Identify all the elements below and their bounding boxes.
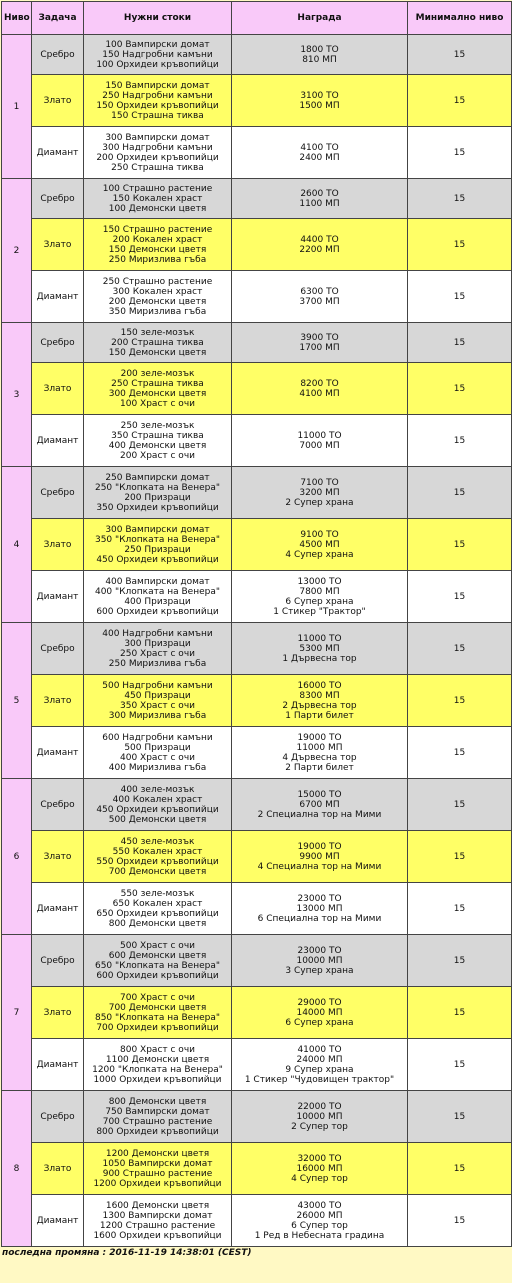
- item-line: 150 Демонски цветя: [108, 347, 207, 358]
- item-line: 1000 Орхидеи кръвопийци: [93, 1074, 222, 1085]
- reward-line: 19000 ТО: [297, 841, 342, 852]
- reward-line: 6 Супер храна: [285, 1017, 354, 1028]
- reward-line: 11000 ТО: [297, 633, 342, 644]
- item-line: 550 Кокален храст: [112, 846, 203, 857]
- items-cell: [84, 271, 232, 323]
- items-cell: [84, 467, 232, 519]
- min-level-cell: 15: [408, 1091, 512, 1143]
- reward-cell: [232, 727, 408, 779]
- reward-line: 13000 МП: [296, 903, 343, 914]
- item-line: 400 Вампирски домат: [105, 576, 210, 587]
- min-level-cell: 15: [408, 75, 512, 127]
- items-cell: [84, 1091, 232, 1143]
- reward-line: 6 Супер тор: [291, 1220, 348, 1231]
- task-cell: Диамант: [32, 127, 84, 179]
- items-cell: [84, 987, 232, 1039]
- reward-cell: [232, 571, 408, 623]
- item-line: 150 Вампирски домат: [105, 80, 210, 91]
- item-line: 150 Надгробни камъни: [102, 49, 213, 60]
- item-line: 1600 Орхидеи кръвопийци: [93, 1230, 222, 1241]
- reward-line: 4 Специална тор на Мими: [257, 861, 382, 872]
- reward-cell: [232, 1039, 408, 1091]
- header-reward: Награда: [232, 2, 408, 35]
- table-body: [2, 35, 512, 1247]
- header-level: Ниво: [2, 2, 32, 35]
- item-line: 1300 Вампирски домат: [102, 1210, 213, 1221]
- item-line: 1050 Вампирски домат: [102, 1158, 213, 1169]
- header-task: Задача: [32, 2, 84, 35]
- item-line: 150 Кокален храст: [112, 193, 203, 204]
- item-line: 700 Демонски цветя: [108, 1002, 207, 1013]
- table-row: [2, 831, 512, 883]
- task-cell: Злато: [32, 363, 84, 415]
- item-line: 200 Страшна тиква: [111, 337, 204, 348]
- item-line: 100 Храст с очи: [120, 398, 195, 409]
- task-cell: Сребро: [32, 35, 84, 75]
- items-cell: [84, 179, 232, 219]
- task-cell: Сребро: [32, 779, 84, 831]
- item-line: 650 Орхидеи кръвопийци: [96, 908, 219, 919]
- item-line: 250 Вампирски домат: [105, 472, 210, 483]
- table-row: [2, 1091, 512, 1143]
- items-cell: [84, 1195, 232, 1247]
- reward-line: 3100 ТО: [300, 90, 339, 101]
- reward-line: 6 Супер храна: [285, 596, 354, 607]
- table-row: [2, 323, 512, 363]
- item-line: 700 Демонски цветя: [108, 866, 207, 877]
- items-cell: [84, 75, 232, 127]
- table-row: [2, 727, 512, 779]
- reward-line: 10000 МП: [296, 955, 343, 966]
- item-line: 1200 Демонски цветя: [105, 1148, 210, 1159]
- item-line: 250 Надгробни камъни: [102, 90, 213, 101]
- item-line: 300 Призраци: [124, 638, 191, 649]
- reward-line: 29000 ТО: [297, 997, 342, 1008]
- task-cell: Злато: [32, 831, 84, 883]
- min-level-cell: 15: [408, 323, 512, 363]
- min-level-cell: 15: [408, 779, 512, 831]
- reward-line: 1 Стикер "Трактор": [273, 606, 366, 617]
- reward-line: 8200 ТО: [300, 378, 339, 389]
- reward-line: 23000 ТО: [297, 945, 342, 956]
- table-row: [2, 219, 512, 271]
- reward-line: 2200 МП: [299, 244, 340, 255]
- items-cell: [84, 219, 232, 271]
- reward-line: 3900 ТО: [300, 332, 339, 343]
- table-row: [2, 363, 512, 415]
- items-cell: [84, 779, 232, 831]
- items-cell: [84, 571, 232, 623]
- reward-line: 1 Дървесна тор: [282, 653, 357, 664]
- header-items: Нужни стоки: [84, 2, 232, 35]
- item-line: 200 Орхидеи кръвопийци: [96, 152, 219, 163]
- item-line: 450 зеле-мозък: [120, 836, 195, 847]
- reward-line: 16000 МП: [296, 1163, 343, 1174]
- reward-line: 2 Парти билет: [285, 762, 354, 773]
- item-line: 550 Орхидеи кръвопийци: [96, 856, 219, 867]
- item-line: 600 Орхидеи кръвопийци: [96, 970, 219, 981]
- item-line: 650 Кокален храст: [112, 898, 203, 909]
- task-cell: Диамант: [32, 883, 84, 935]
- item-line: 450 Орхидеи кръвопийци: [96, 554, 219, 565]
- item-line: 300 Надгробни камъни: [102, 142, 213, 153]
- reward-line: 10000 МП: [296, 1111, 343, 1122]
- reward-line: 26000 МП: [296, 1210, 343, 1221]
- reward-line: 22000 ТО: [297, 1101, 342, 1112]
- reward-line: 1800 ТО: [300, 44, 339, 55]
- item-line: 1100 Демонски цветя: [105, 1054, 210, 1065]
- task-cell: Сребро: [32, 467, 84, 519]
- level-cell: 3: [2, 323, 32, 467]
- reward-cell: [232, 75, 408, 127]
- item-line: 700 Орхидеи кръвопийци: [96, 1022, 219, 1033]
- items-cell: [84, 623, 232, 675]
- reward-cell: [232, 415, 408, 467]
- reward-line: 3200 МП: [299, 487, 340, 498]
- reward-cell: [232, 219, 408, 271]
- quest-table: [1, 1, 512, 1247]
- item-line: 700 Страшно растение: [102, 1116, 213, 1127]
- reward-line: 8300 МП: [299, 690, 340, 701]
- reward-cell: [232, 127, 408, 179]
- table-row: [2, 987, 512, 1039]
- item-line: 200 Демонски цветя: [108, 296, 207, 307]
- level-cell: 6: [2, 779, 32, 935]
- items-cell: [84, 675, 232, 727]
- table-row: [2, 127, 512, 179]
- item-line: 350 Миризлива гъба: [108, 306, 207, 317]
- reward-line: 9100 ТО: [300, 529, 339, 540]
- item-line: 250 Страшна тиква: [111, 162, 204, 173]
- reward-line: 43000 ТО: [297, 1200, 342, 1211]
- items-cell: [84, 1039, 232, 1091]
- table-row: [2, 179, 512, 219]
- min-level-cell: 15: [408, 883, 512, 935]
- min-level-cell: 15: [408, 271, 512, 323]
- reward-cell: [232, 519, 408, 571]
- table-row: [2, 883, 512, 935]
- reward-cell: [232, 1091, 408, 1143]
- item-line: 600 Орхидеи кръвопийци: [96, 606, 219, 617]
- level-cell: 4: [2, 467, 32, 623]
- item-line: 300 Демонски цветя: [108, 388, 207, 399]
- items-cell: [84, 831, 232, 883]
- reward-cell: [232, 779, 408, 831]
- reward-line: 1 Ред в Небесната градина: [254, 1230, 385, 1241]
- reward-line: 3700 МП: [299, 296, 340, 307]
- level-cell: 5: [2, 623, 32, 779]
- item-line: 550 зеле-мозък: [120, 888, 195, 899]
- item-line: 800 Демонски цветя: [108, 1096, 207, 1107]
- task-cell: Злато: [32, 519, 84, 571]
- item-line: 200 зеле-мозък: [120, 368, 195, 379]
- reward-cell: [232, 323, 408, 363]
- reward-line: 2400 МП: [299, 152, 340, 163]
- table-row: [2, 1143, 512, 1195]
- reward-line: 810 МП: [302, 54, 337, 65]
- task-cell: Злато: [32, 1143, 84, 1195]
- item-line: 250 Страшно растение: [102, 276, 213, 287]
- item-line: 400 Кокален храст: [112, 794, 203, 805]
- item-line: 1200 Страшно растение: [99, 1220, 216, 1231]
- task-cell: Диамант: [32, 271, 84, 323]
- item-line: 350 Храст с очи: [120, 700, 195, 711]
- min-level-cell: 15: [408, 1195, 512, 1247]
- table-row: [2, 623, 512, 675]
- item-line: 1600 Демонски цветя: [105, 1200, 210, 1211]
- reward-line: 4 Супер тор: [291, 1173, 348, 1184]
- reward-line: 23000 ТО: [297, 893, 342, 904]
- item-line: 300 Вампирски домат: [105, 524, 210, 535]
- min-level-cell: 15: [408, 675, 512, 727]
- table-row: [2, 935, 512, 987]
- item-line: 250 Миризлива гъба: [108, 658, 207, 669]
- reward-line: 4400 ТО: [300, 234, 339, 245]
- item-line: 100 Вампирски домат: [105, 39, 210, 50]
- item-line: 500 Надгробни камъни: [102, 680, 213, 691]
- item-line: 250 зеле-мозък: [120, 420, 195, 431]
- reward-line: 4100 ТО: [300, 142, 339, 153]
- reward-line: 14000 МП: [296, 1007, 343, 1018]
- header-min-level: Минимално ниво: [408, 2, 512, 35]
- task-cell: Злато: [32, 987, 84, 1039]
- item-line: 100 Демонски цветя: [108, 203, 207, 214]
- task-cell: Диамант: [32, 1039, 84, 1091]
- task-cell: Сребро: [32, 1091, 84, 1143]
- item-line: 1200 "Клопката на Венера": [92, 1064, 223, 1075]
- items-cell: [84, 727, 232, 779]
- min-level-cell: 15: [408, 1143, 512, 1195]
- table-row: [2, 571, 512, 623]
- reward-line: 6300 ТО: [300, 286, 339, 297]
- reward-line: 1 Стикер "Чудовищен трактор": [244, 1074, 395, 1085]
- reward-line: 3 Супер храна: [285, 965, 354, 976]
- reward-line: 6 Специална тор на Мими: [257, 913, 382, 924]
- reward-line: 2 Супер храна: [285, 497, 354, 508]
- item-line: 500 Призраци: [124, 742, 191, 753]
- reward-cell: [232, 35, 408, 75]
- task-cell: Диамант: [32, 571, 84, 623]
- task-cell: Диамант: [32, 415, 84, 467]
- reward-line: 2 Супер тор: [291, 1121, 348, 1132]
- task-cell: Злато: [32, 75, 84, 127]
- reward-cell: [232, 179, 408, 219]
- last-modified: последна промяна : 2016-11-19 14:38:01 (CEST): [2, 1248, 252, 1258]
- item-line: 300 Кокален храст: [112, 286, 203, 297]
- table-row: [2, 75, 512, 127]
- table-row: [2, 1039, 512, 1091]
- task-cell: Злато: [32, 219, 84, 271]
- reward-cell: [232, 623, 408, 675]
- item-line: 800 Орхидеи кръвопийци: [96, 1126, 219, 1137]
- level-cell: 2: [2, 179, 32, 323]
- items-cell: [84, 883, 232, 935]
- header-row: [2, 2, 512, 35]
- reward-line: 11000 МП: [296, 742, 343, 753]
- reward-cell: [232, 1195, 408, 1247]
- min-level-cell: 15: [408, 987, 512, 1039]
- item-line: 500 Демонски цветя: [108, 814, 207, 825]
- task-cell: Диамант: [32, 727, 84, 779]
- min-level-cell: 15: [408, 35, 512, 75]
- table-row: [2, 779, 512, 831]
- reward-line: 1700 МП: [299, 342, 340, 353]
- reward-line: 4 Дървесна тор: [282, 752, 357, 763]
- item-line: 250 Храст с очи: [120, 648, 195, 659]
- reward-line: 4100 МП: [299, 388, 340, 399]
- min-level-cell: 15: [408, 415, 512, 467]
- reward-cell: [232, 467, 408, 519]
- table-row: [2, 35, 512, 75]
- item-line: 150 Орхидеи кръвопийци: [96, 100, 219, 111]
- min-level-cell: 15: [408, 935, 512, 987]
- min-level-cell: 15: [408, 571, 512, 623]
- items-cell: [84, 323, 232, 363]
- item-line: 800 Демонски цветя: [108, 918, 207, 929]
- reward-line: 2 Дървесна тор: [282, 700, 357, 711]
- reward-line: 19000 ТО: [297, 732, 342, 743]
- item-line: 650 "Клопката на Венера": [94, 960, 221, 971]
- reward-line: 5300 МП: [299, 643, 340, 654]
- items-cell: [84, 363, 232, 415]
- item-line: 400 Демонски цветя: [108, 440, 207, 451]
- item-line: 250 Страшна тиква: [111, 378, 204, 389]
- reward-line: 41000 ТО: [297, 1044, 342, 1055]
- item-line: 350 Страшна тиква: [111, 430, 204, 441]
- min-level-cell: 15: [408, 467, 512, 519]
- item-line: 400 Призраци: [124, 596, 191, 607]
- reward-cell: [232, 1143, 408, 1195]
- reward-line: 2 Специална тор на Мими: [257, 809, 382, 820]
- item-line: 900 Страшно растение: [102, 1168, 213, 1179]
- table-row: [2, 675, 512, 727]
- reward-line: 9 Супер храна: [285, 1064, 354, 1075]
- item-line: 100 Страшно растение: [102, 183, 213, 194]
- min-level-cell: 15: [408, 363, 512, 415]
- item-line: 150 Страшно растение: [102, 224, 213, 235]
- item-line: 150 Страшна тиква: [111, 110, 204, 121]
- item-line: 250 Призраци: [124, 544, 191, 555]
- reward-line: 1500 МП: [299, 100, 340, 111]
- task-cell: Сребро: [32, 623, 84, 675]
- item-line: 750 Вампирски домат: [105, 1106, 210, 1117]
- min-level-cell: 15: [408, 219, 512, 271]
- item-line: 300 Вампирски домат: [105, 132, 210, 143]
- reward-line: 4 Супер храна: [285, 549, 354, 560]
- reward-cell: [232, 831, 408, 883]
- item-line: 600 Демонски цветя: [108, 950, 207, 961]
- item-line: 350 "Клопката на Венера": [94, 534, 221, 545]
- task-cell: Сребро: [32, 935, 84, 987]
- item-line: 150 зеле-мозък: [120, 327, 195, 338]
- item-line: 400 "Клопката на Венера": [94, 586, 221, 597]
- min-level-cell: 15: [408, 623, 512, 675]
- items-cell: [84, 1143, 232, 1195]
- task-cell: Злато: [32, 675, 84, 727]
- item-line: 500 Храст с очи: [120, 940, 195, 951]
- reward-line: 7800 МП: [299, 586, 340, 597]
- level-cell: 1: [2, 35, 32, 179]
- task-cell: Сребро: [32, 179, 84, 219]
- item-line: 100 Орхидеи кръвопийци: [96, 59, 219, 70]
- items-cell: [84, 127, 232, 179]
- reward-line: 16000 ТО: [297, 680, 342, 691]
- level-cell: 8: [2, 1091, 32, 1247]
- item-line: 250 Миризлива гъба: [108, 254, 207, 265]
- table-row: [2, 1195, 512, 1247]
- reward-line: 7000 МП: [299, 440, 340, 451]
- item-line: 400 зеле-мозък: [120, 784, 195, 795]
- item-line: 400 Храст с очи: [120, 752, 195, 763]
- level-cell: 7: [2, 935, 32, 1091]
- items-cell: [84, 35, 232, 75]
- item-line: 450 Призраци: [124, 690, 191, 701]
- reward-line: 24000 МП: [296, 1054, 343, 1065]
- item-line: 350 Орхидеи кръвопийци: [96, 502, 219, 513]
- table-row: [2, 519, 512, 571]
- min-level-cell: 15: [408, 1039, 512, 1091]
- min-level-cell: 15: [408, 127, 512, 179]
- reward-line: 15000 ТО: [297, 789, 342, 800]
- min-level-cell: 15: [408, 727, 512, 779]
- item-line: 200 Кокален храст: [112, 234, 203, 245]
- reward-cell: [232, 675, 408, 727]
- reward-cell: [232, 935, 408, 987]
- min-level-cell: 15: [408, 519, 512, 571]
- item-line: 850 "Клопката на Венера": [94, 1012, 221, 1023]
- item-line: 400 Надгробни камъни: [102, 628, 213, 639]
- item-line: 150 Демонски цветя: [108, 244, 207, 255]
- min-level-cell: 15: [408, 831, 512, 883]
- items-cell: [84, 519, 232, 571]
- reward-cell: [232, 363, 408, 415]
- item-line: 250 "Клопката на Венера": [94, 482, 221, 493]
- reward-line: 11000 ТО: [297, 430, 342, 441]
- table-row: [2, 271, 512, 323]
- table-row: [2, 467, 512, 519]
- reward-cell: [232, 271, 408, 323]
- item-line: 300 Миризлива гъба: [108, 710, 207, 721]
- reward-line: 4500 МП: [299, 539, 340, 550]
- reward-line: 6700 МП: [299, 799, 340, 810]
- task-cell: Диамант: [32, 1195, 84, 1247]
- reward-line: 9900 МП: [299, 851, 340, 862]
- item-line: 200 Призраци: [124, 492, 191, 503]
- item-line: 600 Надгробни камъни: [102, 732, 213, 743]
- reward-cell: [232, 987, 408, 1039]
- items-cell: [84, 415, 232, 467]
- reward-line: 1 Парти билет: [285, 710, 354, 721]
- reward-line: 2600 ТО: [300, 188, 339, 199]
- reward-line: 7100 ТО: [300, 477, 339, 488]
- table-row: [2, 415, 512, 467]
- reward-line: 1100 МП: [299, 198, 340, 209]
- min-level-cell: 15: [408, 179, 512, 219]
- reward-cell: [232, 883, 408, 935]
- item-line: 800 Храст с очи: [120, 1044, 195, 1055]
- item-line: 400 Миризлива гъба: [108, 762, 207, 773]
- item-line: 450 Орхидеи кръвопийци: [96, 804, 219, 815]
- task-cell: Сребро: [32, 323, 84, 363]
- reward-line: 32000 ТО: [297, 1153, 342, 1164]
- item-line: 700 Храст с очи: [120, 992, 195, 1003]
- item-line: 200 Храст с очи: [120, 450, 195, 461]
- items-cell: [84, 935, 232, 987]
- item-line: 1200 Орхидеи кръвопийци: [93, 1178, 222, 1189]
- reward-line: 13000 ТО: [297, 576, 342, 587]
